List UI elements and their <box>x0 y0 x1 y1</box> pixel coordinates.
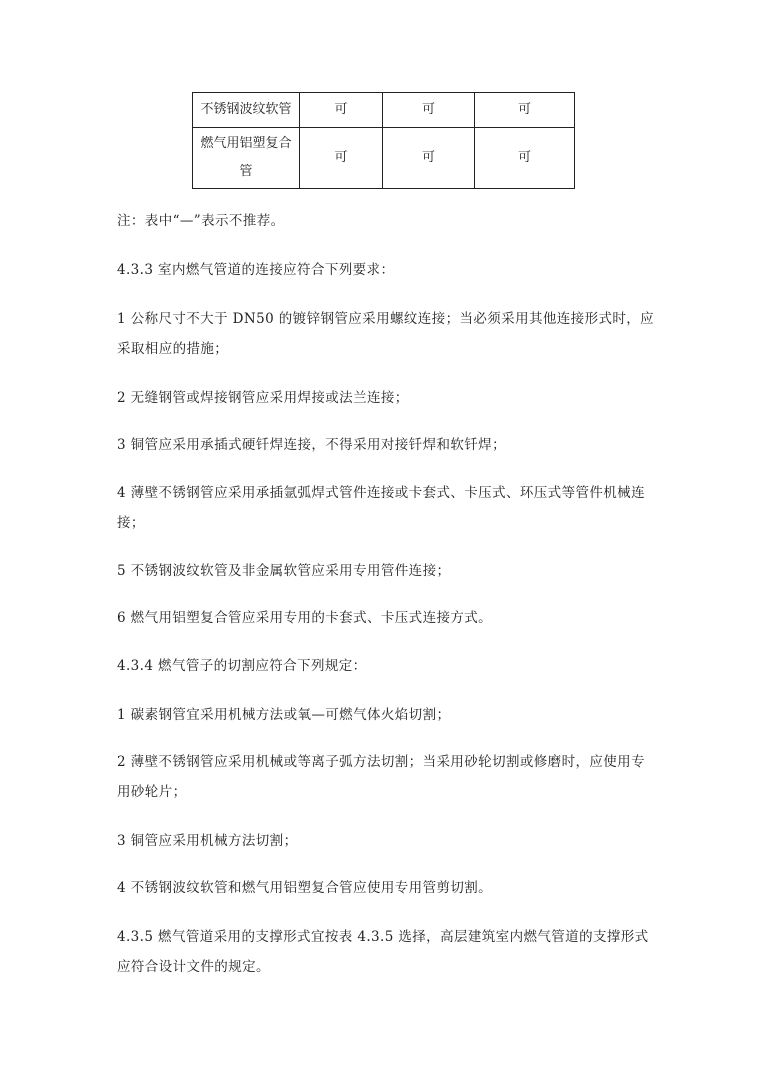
table-cell-value: 可 <box>475 93 575 128</box>
table-cell-pipe-name: 不锈钢波纹软管 <box>193 93 300 128</box>
section-paragraph-4-3-5: 4.3.5 燃气管道采用的支撑形式宜按表 4.3.5 选择，高层建筑室内燃气管道的支撑形式应符合设计文件的规定。 <box>117 929 649 975</box>
list-item: 1 公称尺寸不大于 DN50 的镀锌钢管应采用螺纹连接；当必须采用其他连接形式时，应采取相应的措施； <box>117 311 655 357</box>
table-cell-value: 可 <box>300 128 383 189</box>
table-row <box>193 128 575 189</box>
list-item: 1 碳素钢管宜采用机械方法或氧—可燃气体火焰切割； <box>117 707 451 723</box>
list-item: 2 薄壁不锈钢管应采用机械或等离子弧方法切割；当采用砂轮切割或修磨时，应使用专用砂轮片； <box>117 754 645 800</box>
section-heading-4-3-4: 4.3.4 燃气管子的切割应符合下列规定： <box>117 658 367 674</box>
list-item: 4 不锈钢波纹软管和燃气用铝塑复合管应使用专用管剪切割。 <box>117 880 493 896</box>
list-item: 3 铜管应采用机械方法切割； <box>117 833 298 849</box>
table-cell-value: 可 <box>300 93 383 128</box>
pipe-connection-table <box>192 92 575 189</box>
table-cell-value: 可 <box>475 128 575 189</box>
table-row <box>193 93 575 128</box>
table-cell-value: 可 <box>383 128 475 189</box>
table-note: 注：表中“—”表示不推荐。 <box>117 213 285 229</box>
list-item: 4 薄壁不锈钢管应采用承插氩弧焊式管件连接或卡套式、卡压式、环压式等管件机械连接； <box>117 485 645 531</box>
list-item: 3 铜管应采用承插式硬钎焊连接，不得采用对接钎焊和软钎焊； <box>117 437 506 453</box>
list-item: 6 燃气用铝塑复合管应采用专用的卡套式、卡压式连接方式。 <box>117 610 493 626</box>
table-cell-pipe-name: 燃气用铝塑复合管 <box>193 128 300 189</box>
list-item: 2 无缝钢管或焊接钢管应采用焊接或法兰连接； <box>117 390 409 406</box>
table-cell-value: 可 <box>383 93 475 128</box>
list-item: 5 不锈钢波纹软管及非金属软管应采用专用管件连接； <box>117 563 451 579</box>
section-heading-4-3-3: 4.3.3 室内燃气管道的连接应符合下列要求： <box>117 262 395 278</box>
